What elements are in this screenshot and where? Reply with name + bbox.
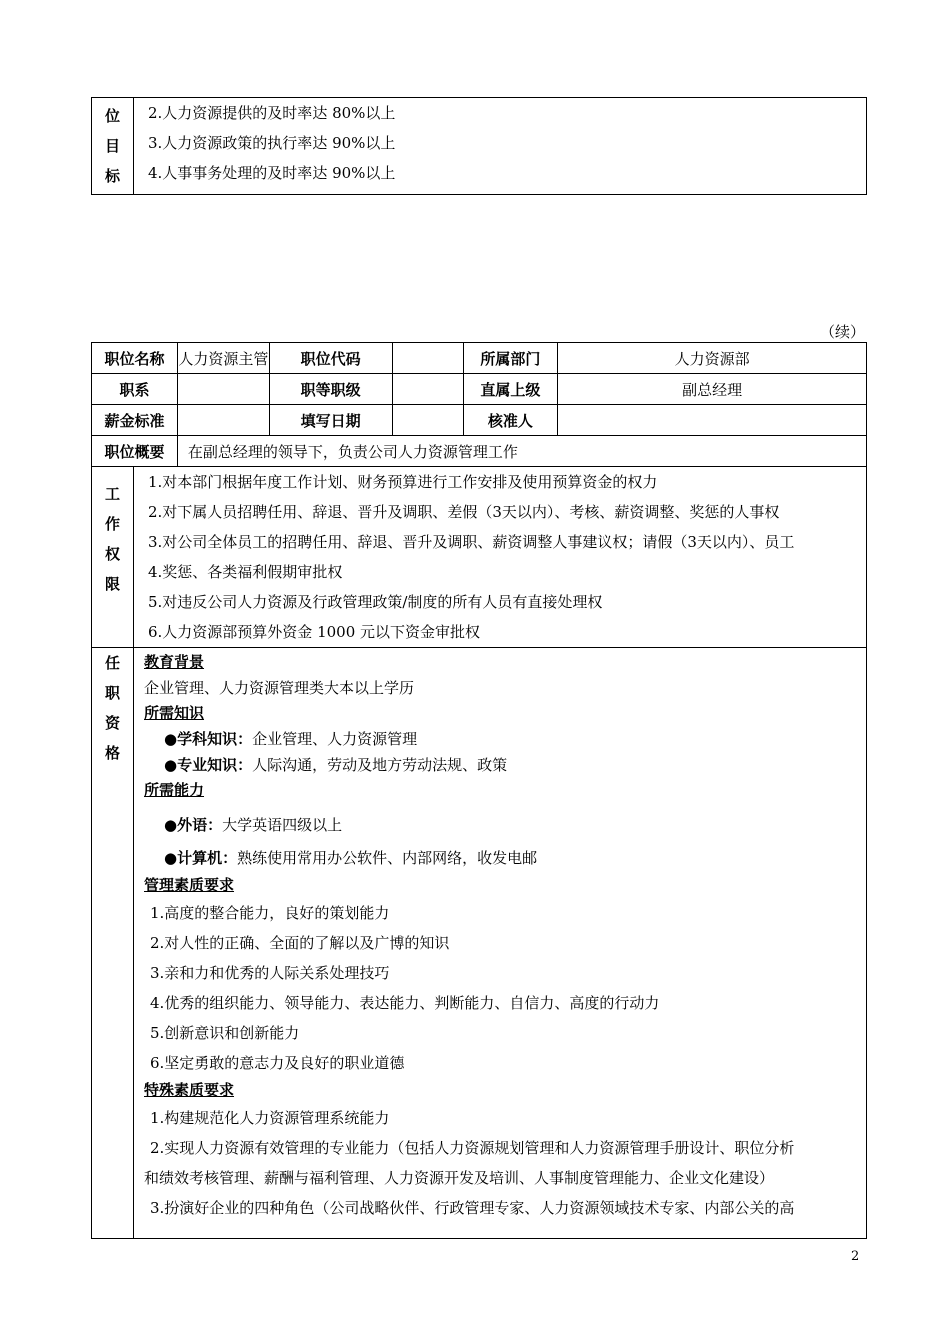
management-quality-item: 1.高度的整合能力，良好的策划能力 [150, 904, 390, 922]
authority-item: 2.对下属人员招聘任用、辞退、晋升及调职、差假（3天以内）、考核、薪资调整、奖惩的人事权 [148, 503, 780, 521]
ability-item [144, 807, 866, 843]
goal-item: 4.人事事务处理的及时率达 90%以上 [148, 164, 396, 182]
management-quality-item: 3.亲和力和优秀的人际关系处理技巧 [150, 964, 390, 982]
value-job-family [177, 374, 269, 405]
header-approver: 核准人 [463, 405, 558, 436]
goal-item: 2.人力资源提供的及时率达 80%以上 [148, 104, 396, 122]
value-position-name: 人力资源主管 [177, 343, 269, 374]
ability-item [144, 843, 866, 873]
header-salary-standard: 薪金标准 [92, 405, 178, 436]
knowledge-item [144, 726, 866, 752]
header-position-summary: 职位概要 [92, 436, 178, 467]
header-department: 所属部门 [463, 343, 558, 374]
authority-item: 3.对公司全体员工的招聘任用、辞退、晋升及调职、薪资调整人事建议权；请假（3天以内）、员工 [148, 533, 795, 551]
ability-label: ●计算机： [164, 849, 238, 867]
special-quality-item: 2.实现人力资源有效管理的专业能力（包括人力资源规划管理和人力资源管理手册设计、职位分析 [150, 1139, 795, 1157]
authority-item: 6.人力资源部预算外资金 1000 元以下资金审批权 [148, 623, 481, 641]
ability-label: ●外语： [164, 816, 223, 834]
goals-items [134, 98, 867, 195]
special-quality-item: 1.构建规范化人力资源管理系统能力 [150, 1109, 390, 1127]
header-supervisor: 直属上级 [463, 374, 558, 405]
side-char: 标 [104, 167, 120, 185]
value-position-code [392, 343, 463, 374]
special-quality-title: 特殊素质要求 [144, 1081, 235, 1099]
value-position-summary: 在副总经理的领导下，负责公司人力资源管理工作 [177, 436, 866, 467]
knowledge-label: ●学科知识： [164, 730, 253, 748]
knowledge-label: ●专业知识： [164, 756, 253, 774]
side-char: 格 [104, 744, 120, 762]
side-char: 限 [104, 575, 120, 593]
value-salary-standard [177, 405, 269, 436]
knowledge-text: 企业管理、人力资源管理 [252, 730, 418, 748]
side-char: 资 [104, 714, 120, 732]
header-fill-date: 填写日期 [269, 405, 392, 436]
side-char: 职 [104, 684, 120, 702]
job-description-table [91, 342, 867, 1239]
value-approver [558, 405, 867, 436]
management-quality-title: 管理素质要求 [144, 876, 235, 894]
management-quality-item: 6.坚定勇敢的意志力及良好的职业道德 [150, 1054, 405, 1072]
authority-item: 5.对违反公司人力资源及行政管理政策/制度的所有人员有直接处理权 [148, 593, 603, 611]
goals-table [91, 97, 867, 195]
management-quality-item: 2.对人性的正确、全面的了解以及广博的知识 [150, 934, 450, 952]
special-quality-item: 和绩效考核管理、薪酬与福利管理、人力资源开发及培训、人事制度管理能力、企业文化建设） [144, 1169, 775, 1187]
continued-label: （续） [820, 323, 866, 341]
side-char: 作 [104, 515, 120, 533]
goals-side-label [92, 98, 134, 195]
side-char: 目 [104, 137, 120, 155]
header-job-family: 职系 [92, 374, 178, 405]
qualifications-content [134, 648, 867, 1238]
authority-item: 1.对本部门根据年度工作计划、财务预算进行工作安排及使用预算资金的权力 [148, 473, 658, 491]
side-char: 权 [104, 545, 120, 563]
education-text: 企业管理、人力资源管理类大本以上学历 [144, 679, 415, 697]
knowledge-title: 所需知识 [144, 704, 205, 722]
authority-section [92, 467, 867, 648]
header-position-code: 职位代码 [269, 343, 392, 374]
special-quality-item: 3.扮演好企业的四种角色（公司战略伙伴、行政管理专家、人力资源领域技术专家、内部公关的高 [150, 1199, 795, 1217]
ability-text: 熟练使用常用办公软件、内部网络，收发电邮 [237, 849, 538, 867]
header-grade-level: 职等职级 [269, 374, 392, 405]
value-department: 人力资源部 [558, 343, 867, 374]
authority-items [134, 467, 867, 647]
authority-side-label [92, 467, 134, 647]
authority-item: 4.奖惩、各类福利假期审批权 [148, 563, 343, 581]
value-fill-date [392, 405, 463, 436]
goal-item: 3.人力资源政策的执行率达 90%以上 [148, 134, 396, 152]
knowledge-item [144, 752, 866, 778]
knowledge-text: 人际沟通，劳动及地方劳动法规、政策 [252, 756, 508, 774]
ability-text: 大学英语四级以上 [222, 816, 343, 834]
header-position-name: 职位名称 [92, 343, 178, 374]
management-quality-item: 4.优秀的组织能力、领导能力、表达能力、判断能力、自信力、高度的行动力 [150, 994, 660, 1012]
management-quality-item: 5.创新意识和创新能力 [150, 1024, 300, 1042]
education-title: 教育背景 [144, 653, 205, 671]
side-char: 任 [104, 654, 120, 672]
value-grade-level [392, 374, 463, 405]
side-char: 工 [104, 485, 120, 503]
qualifications-section [92, 648, 867, 1239]
qualifications-side-label [92, 648, 134, 1238]
ability-title: 所需能力 [144, 781, 205, 799]
value-supervisor: 副总经理 [558, 374, 867, 405]
side-char: 位 [104, 107, 120, 125]
page-number: 2 [851, 1249, 860, 1264]
